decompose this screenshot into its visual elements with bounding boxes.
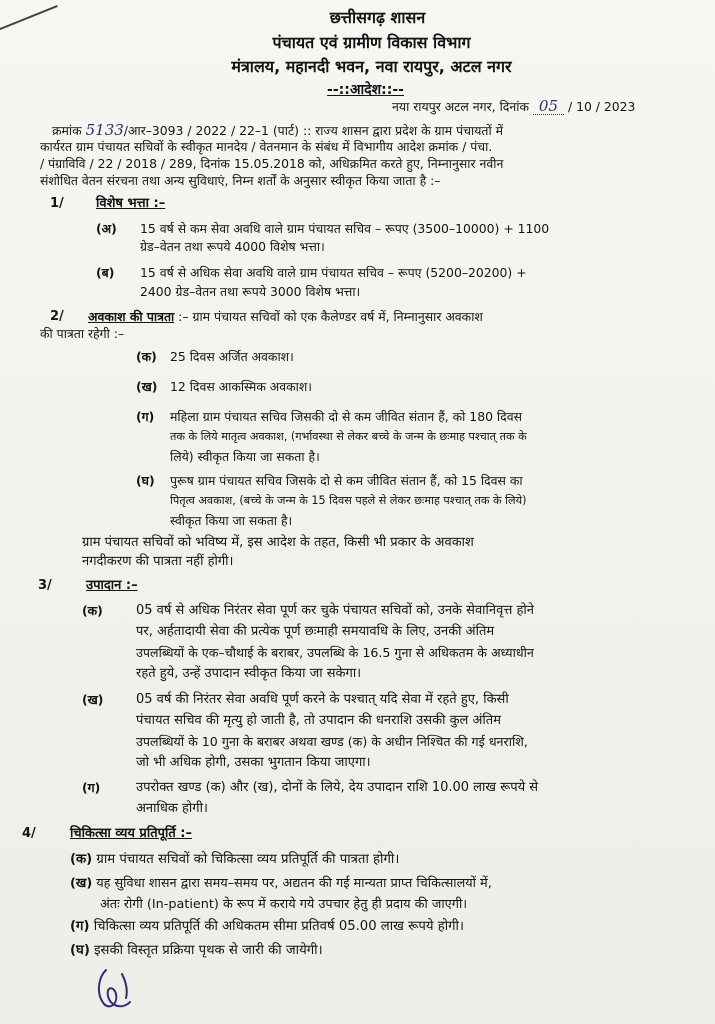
order-number-label: क्रमांक <box>52 123 82 138</box>
date-month-year: / 10 / 2023 <box>567 99 636 114</box>
item-text: 12 दिवस आकस्मिक अवकाश। <box>170 379 312 394</box>
order-number-line <box>52 122 503 139</box>
intro-line: / पंग्राविवि / 22 / 2018 / 289, दिनांक 15.05.2018 को, अधिक्रमित करते हुए, निम्नानुसार नवीन <box>40 156 504 171</box>
item-text: उपलब्धियों के 10 गुना के बराबर अथवा खण्ड (क) के अधीन निश्चित की गई धनराशि, <box>136 734 528 749</box>
item-text: उपरोक्त खण्ड (क) और (ख), दोनों के लिये, देय उपादान राशि 10.00 लाख रूपये से <box>136 780 539 795</box>
intro-line: संशोधित वेतन संरचना तथा अन्य सुविधाएं, निम्न शर्तों के अनुसार स्वीकृत किया जाता है :– <box>40 173 441 188</box>
item-text: 15 वर्ष से कम सेवा अवधि वाले ग्राम पंचायत सचिव – रूपए (3500–10000) + 1100 <box>140 221 550 236</box>
section-heading: चिकित्सा व्यय प्रतिपूर्ति :– <box>70 826 192 841</box>
section-number: 2/ <box>50 309 64 324</box>
date-line <box>392 98 635 115</box>
item-text: उपलब्धियों के एक–चौथाई के बराबर, उपलब्धि के 16.5 गुना से अधिकतम के अध्याधीन <box>136 645 534 660</box>
section-number: 4/ <box>22 826 36 841</box>
item-text: पर, अर्हतादायी सेवा की प्रत्येक पूर्ण छःमाही समयावधि के लिए, उनकी अंतिम <box>136 624 495 639</box>
list-item: (ख) यह सुविधा शासन द्वारा समय–समय पर, अद्यतन की गई मान्यता प्राप्त चिकित्सालयों में, <box>70 876 492 891</box>
item-text: तक के लिये मातृत्व अवकाश, (गर्भावस्था से लेकर बच्चे के जन्म के छःमाह पश्चात् तक के <box>170 430 527 443</box>
item-text: स्वीकृत किया जा सकता है। <box>170 513 293 528</box>
item-label: (घ) <box>136 473 155 488</box>
section-closing: नगदीकरण की पात्रता नहीं होगी। <box>82 554 234 569</box>
item-text: अनाधिक होगी। <box>136 801 208 816</box>
item-text: पुरूष ग्राम पंचायत सचिव जिसके दो से कम जीवित संतान हैं, को 15 दिवस का <box>170 473 523 488</box>
item-text: लिये) स्वीकृत किया जा सकता है। <box>170 449 320 464</box>
section-number: 3/ <box>38 578 52 593</box>
item-label: (ख) <box>82 692 104 707</box>
list-item: (क) ग्राम पंचायत सचिवों को चिकित्सा व्यय प्रतिपूर्ति की पात्रता होगी। <box>70 852 400 867</box>
section-closing: ग्राम पंचायत सचिवों को भविष्य में, इस आदेश के तहत, किसी भी प्रकार के अवकाश <box>82 535 474 550</box>
item-text: 25 दिवस अर्जित अवकाश। <box>170 349 294 364</box>
item-text: महिला ग्राम पंचायत सचिव जिसकी दो से कम जीवित संतान हैं, को 180 दिवस <box>170 409 522 424</box>
item-label: (ब) <box>96 265 115 280</box>
order-number-handwritten: 5133 <box>85 121 124 139</box>
section-text: की पात्रता रहेगी :– <box>40 326 125 341</box>
item-text: 15 वर्ष से अधिक सेवा अवधि वाले ग्राम पंचायत सचिव – रूपए (5200–20200) + <box>140 265 527 280</box>
item-text: पंचायत सचिव की मृत्यु हो जाती है, तो उपादान की धनराशि उसकी कुल अंतिम <box>136 713 501 728</box>
intro-line: कार्यरत ग्राम पंचायत सचिवों के स्वीकृत मानदेय / वेतनमान के संबंध में विभागीय आदेश क्रमांक / पंचा. <box>40 139 493 154</box>
date-prefix: नया रायपुर अटल नगर, दिनांक <box>392 99 529 114</box>
signature-mark <box>92 964 140 1014</box>
item-label: (क) <box>136 349 157 364</box>
item-text: 05 वर्ष से अधिक निरंतर सेवा पूर्ण कर चुके पंचायत सचिवों को, उनके सेवानिवृत्त होने <box>136 603 534 618</box>
item-text: पितृत्व अवकाश, (बच्चे के जन्म के 15 दिवस पहले से लेकर छःमाह पश्चात् तक के लिये) <box>170 494 527 507</box>
list-item: (ग) चिकित्सा व्यय प्रतिपूर्ति की अधिकतम सीमा प्रतिवर्ष 05.00 लाख रूपये होगी। <box>70 919 464 934</box>
order-number-rest: /आर–3093 / 2022 / 22–1 (पार्ट) :: राज्य शासन द्वारा प्रदेश के ग्राम पंचायतों में <box>123 123 504 138</box>
header-state: छत्तीसगढ़ शासन <box>329 8 426 27</box>
item-label: (ख) <box>136 379 158 394</box>
item-text: जो भी अधिक होगी, उसका भुगतान किया जाएगा। <box>136 755 371 770</box>
item-text: रहते हुये, उन्हें उपादान स्वीकृत किया जा सकेगा। <box>136 666 362 681</box>
item-label: (ग) <box>82 780 101 795</box>
section-heading: उपादान :– <box>86 578 138 593</box>
item-text: 05 वर्ष की निरंतर सेवा अवधि पूर्ण करने के पश्चात् यदि सेवा में रहते हुए, किसी <box>136 692 509 707</box>
section-heading: विशेष भत्ता :– <box>96 196 166 211</box>
section-number: 1/ <box>50 196 64 211</box>
section-heading: अवकाश की पात्रता :– ग्राम पंचायत सचिवों को एक कैलेण्डर वर्ष में, निम्नानुसार अवकाश <box>88 309 483 324</box>
list-item: (घ) इसकी विस्तृत प्रक्रिया पृथक से जारी की जायेगी। <box>70 943 323 958</box>
date-day: 05 <box>533 98 564 115</box>
item-label: (अ) <box>96 221 117 236</box>
item-label: (क) <box>82 603 103 618</box>
item-label: (ग) <box>136 409 155 424</box>
header-department: पंचायत एवं ग्रामीण विकास विभाग <box>272 33 471 52</box>
item-text: अंतः रोगी (In-patient) के रूप में कराये गये उपचार हेतु ही प्रदाय की जाएगी। <box>100 897 468 912</box>
item-text: ग्रेड–वेतन तथा रूपये 4000 विशेष भत्ता। <box>140 239 325 254</box>
order-title: --::आदेश::-- <box>327 82 404 98</box>
item-text: 2400 ग्रेड–वेतन तथा रूपये 3000 विशेष भत्ता। <box>140 284 361 299</box>
header-address: मंत्रालय, महानदी भवन, नवा रायपुर, अटल नगर <box>231 57 512 76</box>
